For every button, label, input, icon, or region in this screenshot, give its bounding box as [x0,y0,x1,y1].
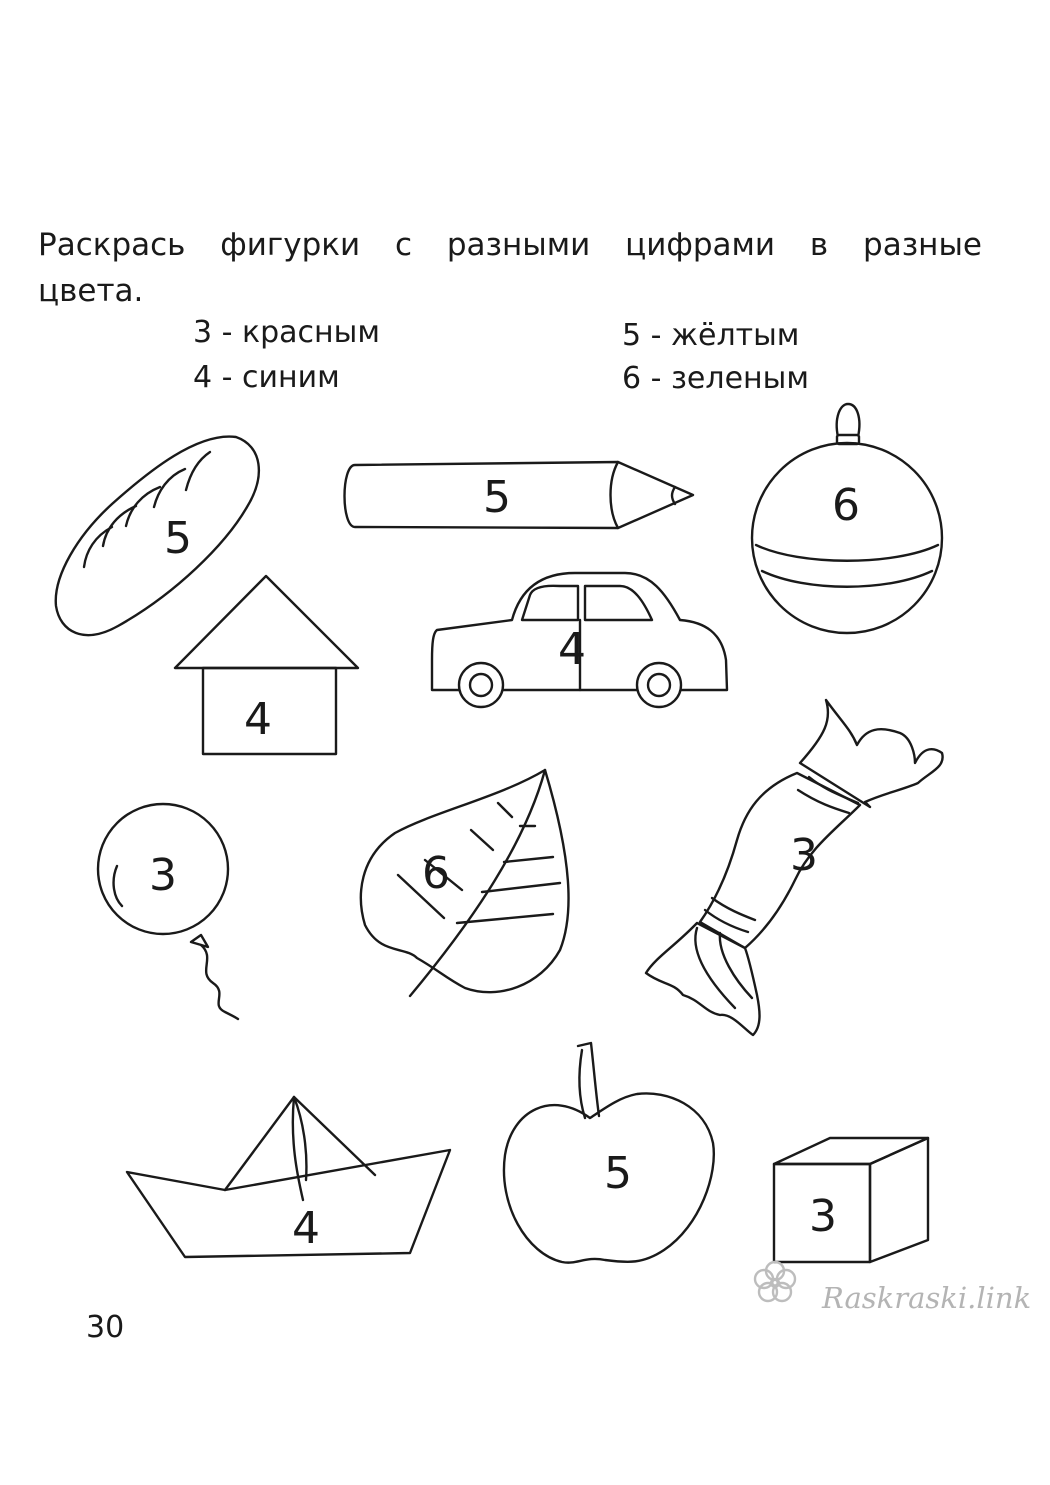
flower-icon [755,1262,795,1301]
leaf-figure[interactable] [361,770,569,996]
house-number: 4 [244,694,272,745]
pencil-figure[interactable] [345,462,694,528]
leaf-number: 6 [422,848,450,899]
legend-item-5-yellow: 5 - жёлтым [622,318,800,353]
car-number: 4 [558,624,586,675]
apple-figure[interactable] [504,1043,714,1263]
bread-number: 5 [164,513,192,564]
ornament-figure[interactable] [752,404,942,633]
candy-number: 3 [790,830,818,881]
page-number: 30 [86,1310,125,1345]
car-figure[interactable] [432,573,727,707]
apple-number: 5 [604,1148,632,1199]
ornament-number: 6 [832,480,860,531]
pencil-number: 5 [483,472,511,523]
boat-figure[interactable] [127,1097,450,1257]
candy-figure[interactable] [646,700,943,1035]
house-figure[interactable] [175,576,358,754]
instruction-text: Раскрась фигурки с разными цифрами в разные цвета. [38,227,982,309]
balloon-figure[interactable] [98,804,238,1019]
legend-item-3-red: 3 - красным [193,315,380,350]
legend-item-4-blue: 4 - синим [193,360,340,395]
boat-number: 4 [292,1203,320,1254]
bread-figure[interactable] [56,437,259,635]
cube-number: 3 [809,1191,837,1242]
cube-figure[interactable] [774,1138,928,1262]
balloon-number: 3 [149,850,177,901]
watermark-text: Raskraski.link [822,1281,1032,1315]
legend-item-6-green: 6 - зеленым [622,361,809,396]
